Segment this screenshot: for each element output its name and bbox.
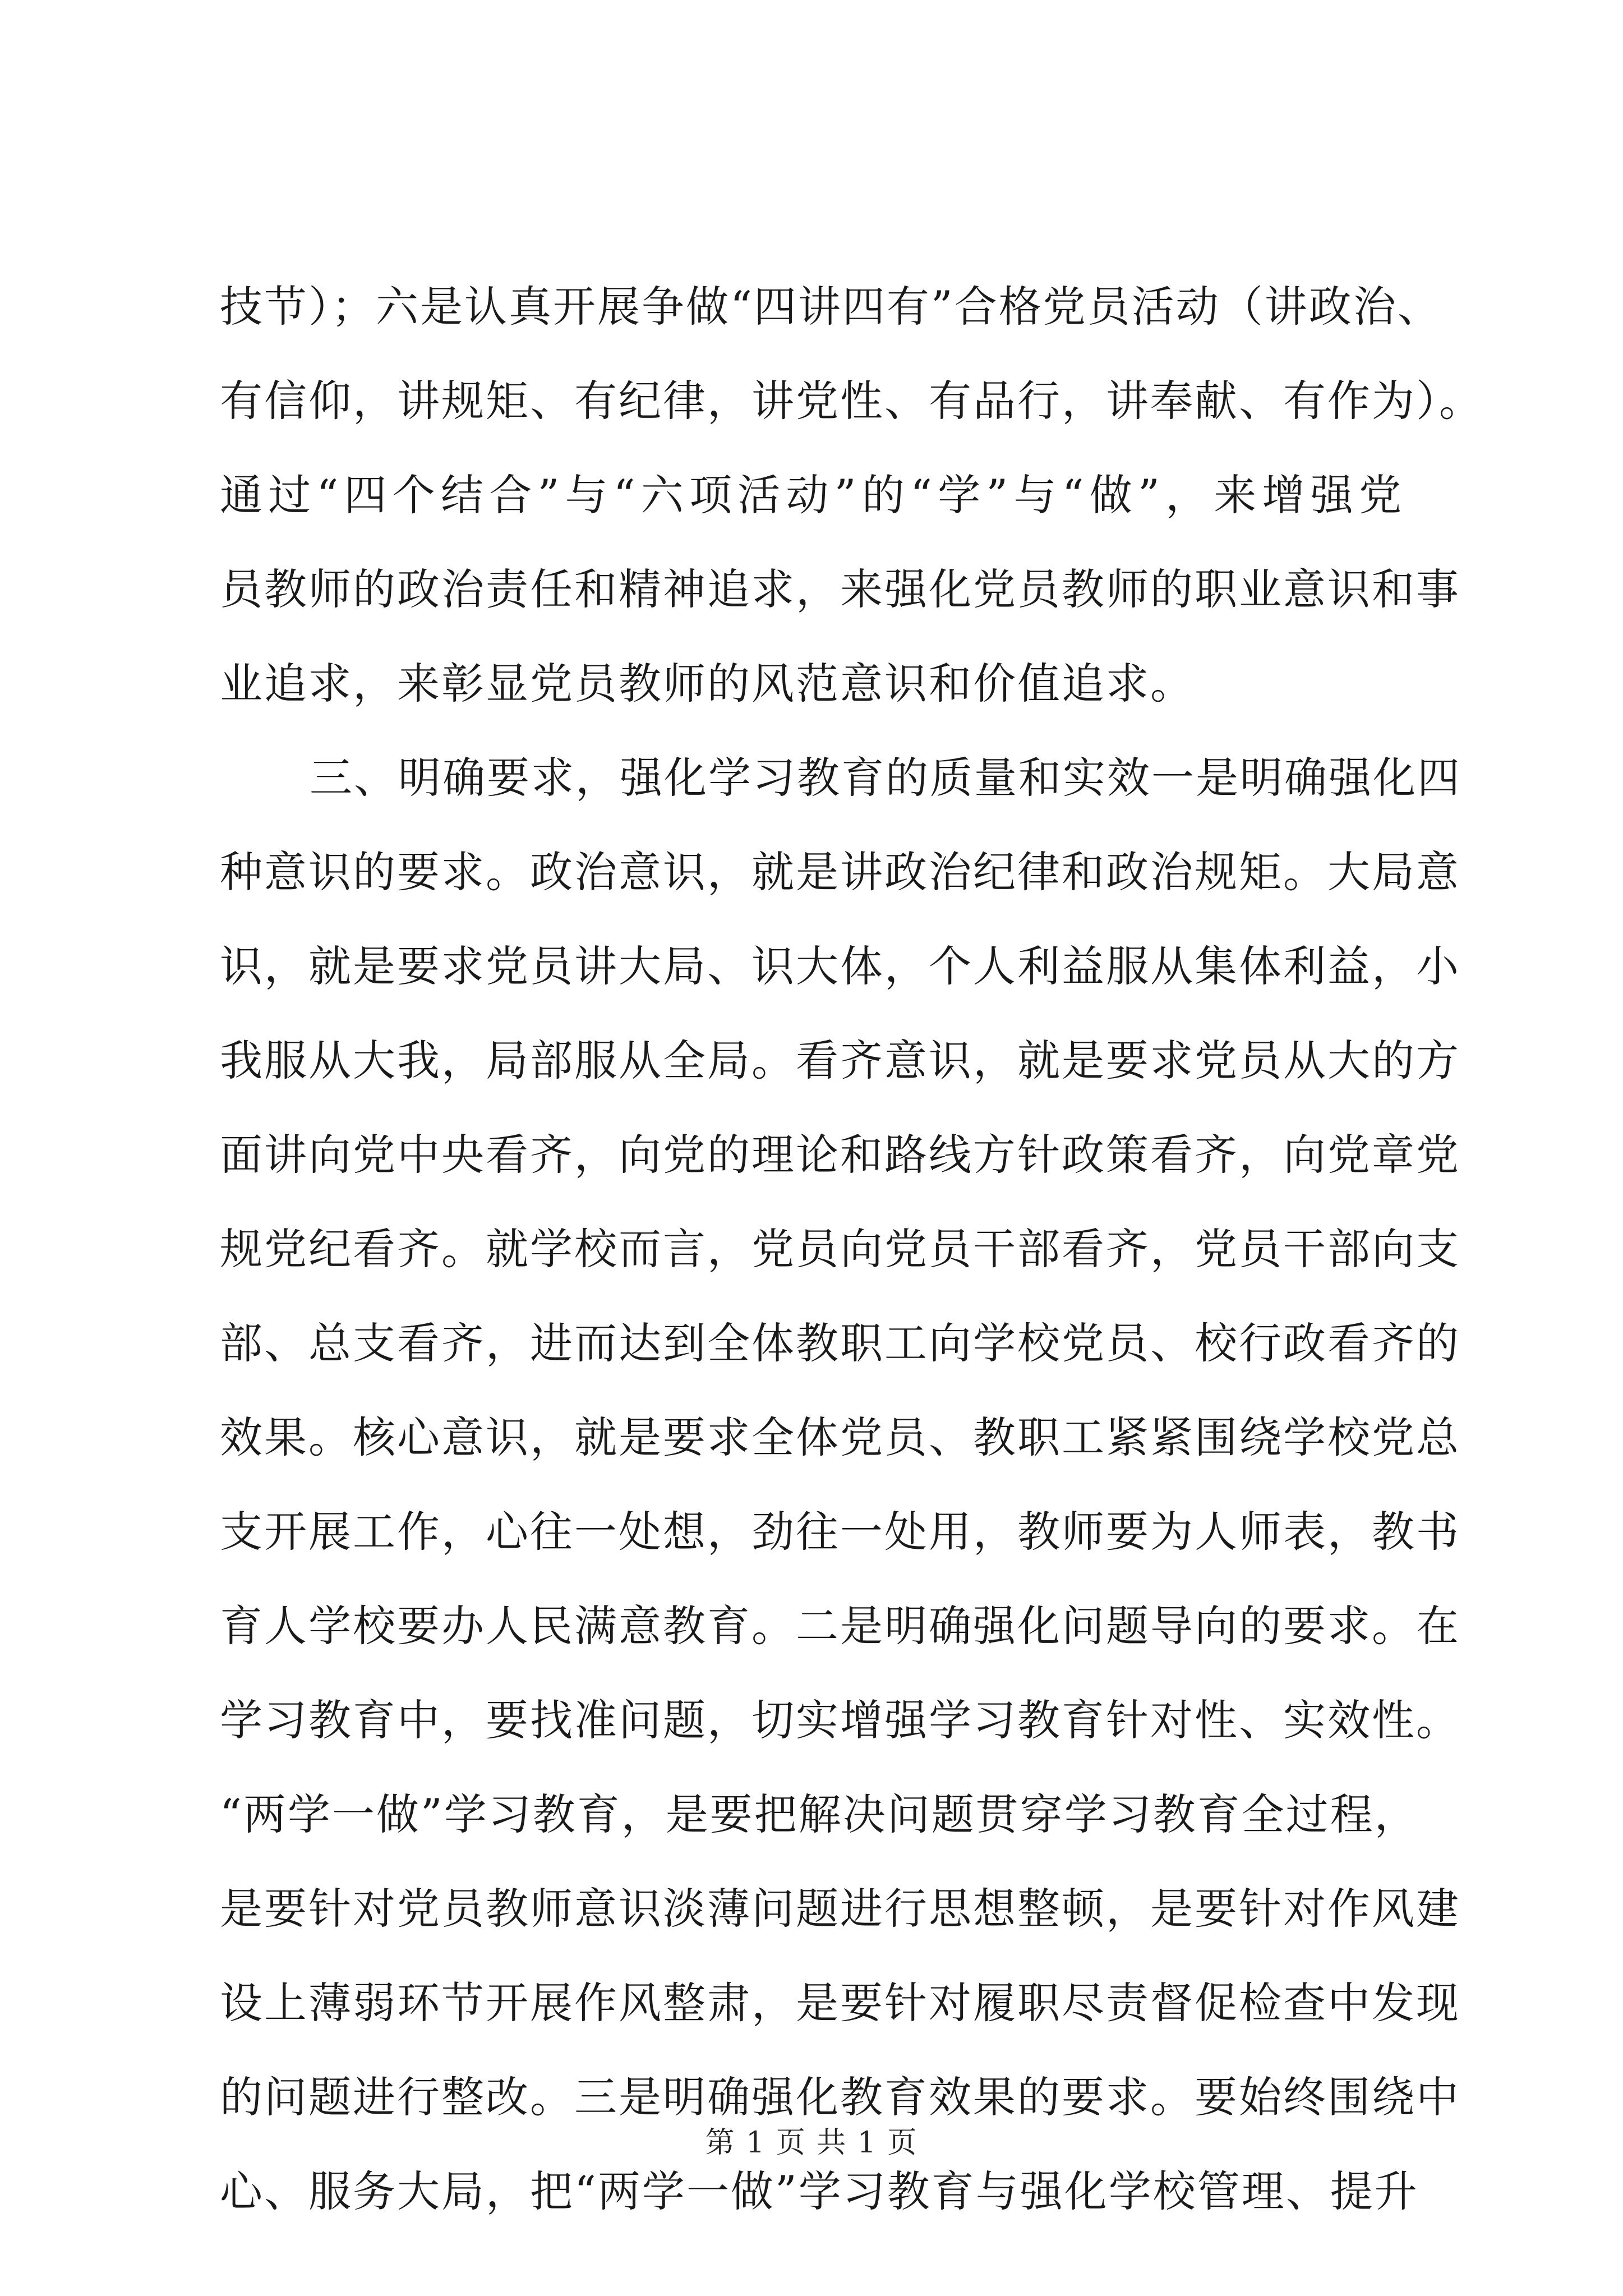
text-line: 设上薄弱环节开展作风整肃，是要针对履职尽责督促检查中发现 <box>220 1978 1460 2028</box>
text-line: 的问题进行整改。三是明确强化教育效果的要求。要始终围绕中 <box>220 2072 1460 2122</box>
text-line: 部、总支看齐，进而达到全体教职工向学校党员、校行政看齐的 <box>220 1318 1460 1368</box>
text-line: 有信仰，讲规矩、有纪律，讲党性、有品行，讲奉献、有作为）。 <box>220 376 1483 426</box>
text-line: 业追求，来彰显党员教师的风范意识和价值追求。 <box>220 659 1195 708</box>
text-line: 学习教育中，要找准问题，切实增强学习教育针对性、实效性。 <box>220 1695 1460 1745</box>
body-text <box>220 260 1483 2239</box>
text-line: 种意识的要求。政治意识，就是讲政治纪律和政治规矩。大局意 <box>220 847 1460 897</box>
text-line: 育人学校要办人民满意教育。二是明确强化问题导向的要求。在 <box>220 1601 1460 1651</box>
text-line: 面讲向党中央看齐，向党的理论和路线方针政策看齐，向党章党 <box>220 1130 1460 1180</box>
text-line: “两学一做”学习教育，是要把解决问题贯穿学习教育全过程， <box>220 1789 1419 1839</box>
text-line: 员教师的政治责任和精神追求，来强化党员教师的职业意识和事 <box>220 564 1460 614</box>
section-heading-line: 三、明确要求，强化学习教育的质量和实效一是明确强化四 <box>310 753 1461 803</box>
text-line: 识，就是要求党员讲大局、识大体，个人利益服从集体利益，小 <box>220 941 1460 991</box>
text-line: 规党纪看齐。就学校而言，党员向党员干部看齐，党员干部向支 <box>220 1224 1460 1274</box>
text-line: 支开展工作，心往一处想，劲往一处用，教师要为人师表，教书 <box>220 1507 1460 1557</box>
page-number-footer: 第 1 页 共 1 页 <box>705 2126 918 2160</box>
text-line: 是要针对党员教师意识淡薄问题进行思想整顿，是要针对作风建 <box>220 1884 1460 1934</box>
text-line: 通过“四个结合”与“六项活动”的“学”与“做”，来增强党 <box>220 470 1403 520</box>
text-line: 心、服务大局，把“两学一做”学习教育与强化学校管理、提升 <box>220 2166 1419 2216</box>
text-line: 效果。核心意识，就是要求全体党员、教职工紧紧围绕学校党总 <box>220 1412 1460 1462</box>
text-line: 技节）；六是认真开展争做“四讲四有”合格党员活动（讲政治、 <box>220 282 1442 332</box>
text-line: 我服从大我，局部服从全局。看齐意识，就是要求党员从大的方 <box>220 1036 1460 1085</box>
